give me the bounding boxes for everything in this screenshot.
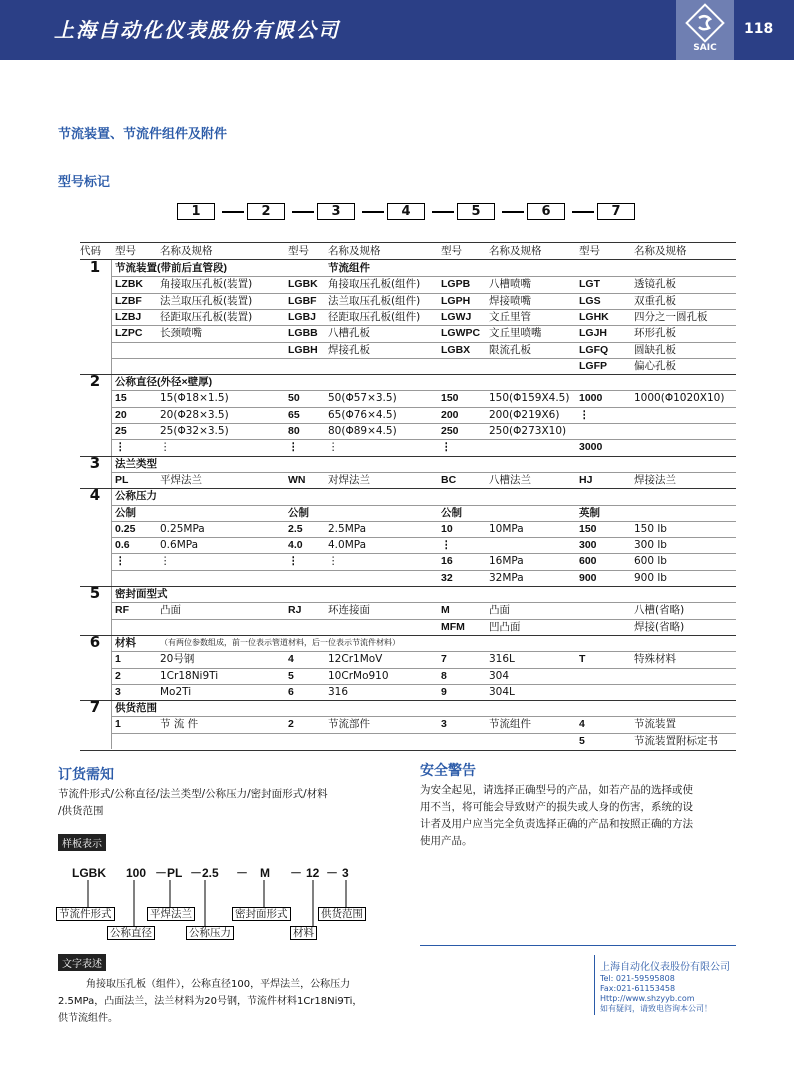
table-cell: RJ — [288, 604, 302, 617]
table-cell: 25 — [115, 425, 127, 437]
example-code-7: － — [290, 866, 303, 880]
table-cell: 5 — [579, 734, 585, 747]
row-divider — [111, 505, 736, 506]
table-cell: 焊接(省略) — [634, 620, 685, 633]
table-cell: 0.6MPa — [160, 539, 199, 552]
group-divider — [80, 700, 736, 701]
logo-text: SAIC — [693, 43, 717, 53]
table-top-line — [80, 242, 736, 243]
footer-note: 如有疑问，请致电咨询本公司！ — [600, 1004, 712, 1013]
table-cell: LGPB — [441, 278, 471, 291]
table-cell: 1Cr18Ni9Ti — [160, 669, 219, 682]
table-bottom-line — [80, 750, 736, 751]
table-cell: 文丘里喷嘴 — [489, 327, 542, 340]
table-cell: 文丘里管 — [489, 310, 531, 323]
row-divider — [111, 439, 736, 440]
footer-url[interactable]: Http://www.shzyyb.com — [600, 994, 695, 1003]
table-cell: 15 — [115, 392, 127, 405]
order-title: 订货需知 — [58, 767, 114, 783]
table-cell: 2 — [115, 669, 121, 682]
table-cell: 65(Φ76×4.5) — [328, 408, 397, 421]
table-cell: 250 — [441, 425, 459, 437]
table-cell: 200 — [441, 408, 459, 421]
table-cell: 50(Φ57×3.5) — [328, 392, 397, 405]
table-cell: LGPH — [441, 294, 471, 307]
table-cell: ⋮ — [115, 441, 126, 454]
table-cell: 150 lb — [634, 522, 667, 535]
table-cell: 偏心孔板 — [634, 359, 676, 372]
page-number: 118 — [744, 21, 774, 37]
table-cell: ⋮ — [328, 555, 339, 568]
table-cell: 公制 — [288, 506, 309, 519]
table-cell: 150 — [441, 392, 459, 405]
table-cell: ⋮ — [160, 555, 171, 568]
table-cell: MFM — [441, 620, 465, 633]
table-cell: 节流组件 — [489, 718, 531, 731]
footer-divider — [420, 945, 736, 946]
table-cell: ⋮ — [115, 555, 126, 568]
table-cell: LZBJ — [115, 310, 142, 323]
table-cell: 200(Φ219X6) — [489, 408, 560, 421]
table-cell: 公称直径(外径×壁厚) — [115, 376, 213, 389]
table-cell: 304 — [489, 669, 510, 682]
example-code-9: － — [326, 866, 339, 880]
table-cell: 双重孔板 — [634, 294, 676, 307]
table-cell: 1 — [115, 653, 121, 666]
table-cell: 供货范围 — [115, 702, 157, 715]
table-cell: LGBK — [288, 278, 318, 291]
table-header-cell: 型号 — [288, 245, 309, 257]
table-cell: 4 — [579, 718, 585, 731]
table-cell: LGBH — [288, 343, 318, 356]
table-cell: 圆缺孔板 — [634, 343, 676, 356]
model-dash — [502, 211, 524, 213]
table-cell: 80 — [288, 425, 300, 437]
table-cell: LGT — [579, 278, 600, 291]
model-box-3: 3 — [317, 203, 355, 220]
table-cell: 法兰取压孔板(装置) — [160, 294, 253, 307]
table-cell: 1000(Φ1020X10) — [634, 392, 725, 405]
table-cell: 25(Φ32×3.5) — [160, 425, 229, 437]
table-cell: ⋮ — [441, 539, 452, 552]
example-code-10: 3 — [342, 866, 349, 880]
table-cell: LGBB — [288, 327, 318, 340]
table-cell: 节流装置附标定书 — [634, 734, 718, 747]
order-text-line: /供货范围 — [58, 805, 104, 817]
table-cell: LGHK — [579, 310, 609, 323]
table-cell: 角接取压孔板(组件) — [328, 278, 421, 291]
table-cell: 16MPa — [489, 555, 524, 568]
table-header-line — [80, 259, 736, 260]
table-cell: 10CrMo910 — [328, 669, 389, 682]
example-code-8: 12 — [306, 866, 320, 880]
table-cell: 八槽孔板 — [328, 327, 370, 340]
table-cell: LGFP — [579, 359, 607, 372]
table-cell: BC — [441, 473, 457, 486]
table-cell: ⋮ — [160, 441, 171, 454]
table-cell: 16 — [441, 555, 453, 568]
table-cell: 1000 — [579, 392, 603, 405]
table-cell: 3 — [441, 718, 447, 731]
label-flange: 平焊法兰 — [147, 907, 195, 921]
table-cell: 1 — [115, 718, 121, 731]
example-code-6: M — [260, 866, 270, 880]
table-cell: 3 — [115, 685, 121, 698]
label-seal: 密封面形式 — [232, 907, 291, 921]
table-cell: 凹凸面 — [489, 620, 521, 633]
footer-vline — [594, 955, 595, 1015]
table-cell: 环形孔板 — [634, 327, 676, 340]
table-cell: 密封面型式 — [115, 588, 168, 600]
example-code-1: LGBK — [72, 866, 106, 880]
table-header-cell: 型号 — [441, 245, 462, 257]
table-cell: 304L — [489, 685, 515, 698]
group-divider — [80, 488, 736, 489]
group-divider — [80, 456, 736, 457]
table-header-cell: 名称及规格 — [634, 245, 687, 257]
table-cell: Mo2Ti — [160, 685, 192, 698]
example-code-2: 100 — [126, 866, 147, 880]
table-header-cell: 名称及规格 — [489, 245, 542, 257]
table-cell: 2.5MPa — [328, 522, 367, 535]
table-cell: 凸面 — [489, 604, 510, 617]
footer-contact — [600, 962, 730, 1014]
table-header-cell: 型号 — [115, 245, 136, 257]
table-cell: 0.25MPa — [160, 522, 205, 535]
model-dash — [432, 211, 454, 213]
safety-title: 安全警告 — [420, 763, 476, 779]
table-cell: 焊接法兰 — [634, 473, 676, 486]
table-cell: ⋮ — [288, 441, 299, 454]
model-box-1: 1 — [177, 203, 215, 220]
table-cell: 平焊法兰 — [160, 473, 202, 486]
footer-tel: Tel: 021-59595808 — [600, 974, 675, 983]
model-box-4: 4 — [387, 203, 425, 220]
table-cell: 316 — [328, 685, 349, 698]
table-cell: 材料 — [115, 636, 136, 649]
table-cell: 公制 — [115, 506, 136, 519]
model-box-6: 6 — [527, 203, 565, 220]
text-desc-line: 供节流组件。 — [58, 1013, 118, 1024]
table-cell: 8 — [441, 669, 447, 682]
table-cell: 环连接面 — [328, 604, 370, 617]
table-cell: 公称压力 — [115, 490, 157, 503]
row-code: 6 — [89, 632, 101, 651]
example-code-4: －2.5 — [190, 866, 219, 880]
table-cell: 12Cr1MoV — [328, 653, 383, 666]
table-cell: LGBJ — [288, 310, 317, 323]
label-pressure: 公称压力 — [186, 926, 234, 940]
table-cell: （有两位参数组成，前一位表示管道材料，后一位表示节流件材料） — [160, 637, 400, 647]
table-cell: ⋮ — [441, 441, 452, 454]
table-cell: 15(Φ18×1.5) — [160, 392, 229, 405]
safety-text — [420, 782, 693, 850]
table-cell: LZBF — [115, 294, 142, 307]
table-cell: 300 lb — [634, 539, 667, 552]
table-cell: 300 — [579, 539, 597, 552]
model-dash — [222, 211, 244, 213]
table-cell: 法兰类型 — [115, 457, 157, 470]
table-cell: 20号钢 — [160, 653, 195, 666]
table-cell: 900 — [579, 571, 597, 584]
text-desc — [58, 976, 362, 1027]
table-cell: 焊接喷嘴 — [489, 294, 531, 307]
table-cell: 6 — [288, 685, 294, 698]
footer-company: 上海自动化仪表股份有限公司 — [600, 962, 730, 973]
table-cell: M — [441, 604, 450, 617]
table-cell: 4.0 — [288, 539, 303, 552]
example-code-3: －PL — [155, 866, 183, 880]
footer-fax: Fax:021-61153458 — [600, 984, 676, 993]
table-cell: 节流装置(带前后直管段) — [115, 262, 227, 274]
row-code: 1 — [89, 258, 101, 276]
table-cell: LGS — [579, 294, 601, 307]
table-cell: LGWJ — [441, 310, 472, 323]
table-cell: LGBF — [288, 294, 317, 307]
table-cell: 4.0MPa — [328, 539, 367, 552]
table-cell: 20 — [115, 408, 127, 421]
table-cell: 透镜孔板 — [634, 278, 676, 291]
model-dash — [362, 211, 384, 213]
table-cell: 凸面 — [160, 604, 181, 617]
table-cell: PL — [115, 473, 129, 486]
text-desc-line: 角接取压孔板（组件），公称直径100，平焊法兰，公称压力 — [86, 979, 351, 990]
table-cell: 65 — [288, 408, 300, 421]
table-cell: 八槽(省略) — [634, 604, 685, 617]
table-cell: 80(Φ89×4.5) — [328, 425, 397, 437]
table-cell: 20(Φ28×3.5) — [160, 408, 229, 421]
table-cell: LGWPC — [441, 327, 481, 340]
table-cell: 600 lb — [634, 555, 667, 568]
table-cell: 4 — [288, 653, 294, 666]
safety-line: 使用产品。 — [420, 835, 473, 847]
table-cell: 7 — [441, 653, 447, 666]
table-cell: 0.6 — [115, 539, 130, 552]
table-cell: 2.5 — [288, 522, 303, 535]
table-cell: RF — [115, 604, 129, 617]
table-cell: T — [579, 653, 586, 666]
table-cell: 316L — [489, 653, 515, 666]
text-desc-line: 2.5MPa，凸面法兰，法兰材料为20号钢，节流件材料1Cr18Ni9Ti， — [58, 996, 363, 1007]
model-dash — [292, 211, 314, 213]
table-cell: 2 — [288, 718, 294, 731]
order-text-line: 节流件形式/公称直径/法兰类型/公称压力/密封面形式/材料 — [58, 788, 328, 800]
row-code: 4 — [89, 486, 101, 505]
model-box-5: 5 — [457, 203, 495, 220]
company-title: 上海自动化仪表股份有限公司 — [54, 18, 340, 42]
table-cell: 50 — [288, 392, 300, 405]
model-dash — [572, 211, 594, 213]
table-cell: LGJH — [579, 327, 608, 340]
table-cell: 对焊法兰 — [328, 473, 370, 486]
table-cell: 900 lb — [634, 571, 667, 584]
table-cell: 250(Φ273X10) — [489, 425, 567, 437]
table-cell: 节流组件 — [328, 262, 370, 274]
table-cell: 限流孔板 — [489, 343, 531, 356]
table-cell: ⋮ — [328, 441, 339, 454]
table-header-cell: 代码 — [80, 245, 101, 257]
table-cell: 四分之一圆孔板 — [634, 310, 708, 323]
row-code: 2 — [89, 372, 101, 391]
table-cell: ⋮ — [288, 555, 299, 568]
table-cell: 径距取压孔板(组件) — [328, 310, 421, 323]
row-code: 5 — [89, 584, 101, 602]
row-code: 7 — [89, 698, 101, 717]
table-cell: 公制 — [441, 506, 462, 519]
safety-line: 用不当，将可能会导致财产的损失或人身的伤害，系统的设 — [420, 801, 693, 813]
group-divider — [80, 586, 736, 587]
table-header-cell: 名称及规格 — [160, 245, 213, 257]
model-box-7: 7 — [597, 203, 635, 220]
table-cell: 八槽喷嘴 — [489, 278, 531, 291]
table-cell: 32MPa — [489, 571, 524, 584]
model-box-2: 2 — [247, 203, 285, 220]
example-tag: 样板表示 — [58, 834, 106, 851]
table-cell: 3000 — [579, 441, 603, 454]
model-title: 型号标记 — [58, 175, 111, 190]
table-cell: 600 — [579, 555, 597, 568]
table-cell: 节流部件 — [328, 718, 370, 731]
table-cell: 长颈喷嘴 — [160, 327, 202, 340]
table-cell: LGFQ — [579, 343, 609, 356]
table-cell: 节流装置 — [634, 718, 676, 731]
table-cell: 150 — [579, 522, 597, 535]
safety-line: 计者及用户应当完全负责选择正确的产品和按照正确的方法 — [420, 818, 693, 830]
example-code-5: － — [236, 866, 249, 880]
label-diameter: 公称直径 — [107, 926, 155, 940]
table-cell: 5 — [288, 669, 294, 682]
table-cell: 10MPa — [489, 522, 524, 535]
table-cell: 英制 — [579, 506, 600, 519]
table-cell: 法兰取压孔板(组件) — [328, 294, 421, 307]
label-element-type: 节流件形式 — [56, 907, 115, 921]
table-cell: ⋮ — [579, 408, 590, 421]
label-material: 材料 — [290, 926, 317, 940]
table-cell: 焊接孔板 — [328, 343, 370, 356]
table-header-cell: 名称及规格 — [328, 245, 381, 257]
table-cell: 径距取压孔板(装置) — [160, 310, 253, 323]
table-cell: 特殊材料 — [634, 653, 676, 666]
section-title: 节流装置、节流件组件及附件 — [58, 127, 228, 142]
table-cell: 32 — [441, 571, 453, 584]
table-cell: 节 流 件 — [160, 718, 199, 731]
table-cell: 9 — [441, 685, 447, 698]
table-cell: 10 — [441, 522, 453, 535]
row-code: 3 — [89, 453, 101, 472]
table-cell: HJ — [579, 473, 593, 486]
table-cell: LZBK — [115, 278, 143, 291]
row-divider — [111, 684, 736, 685]
table-cell: 八槽法兰 — [489, 473, 531, 486]
table-header-cell: 型号 — [579, 245, 600, 257]
table-cell: WN — [288, 473, 306, 486]
table-cell: 角接取压孔板(装置) — [160, 278, 253, 291]
table-cell: LZPC — [115, 327, 143, 340]
safety-line: 为安全起见，请选择正确型号的产品，如若产品的选择或使 — [420, 784, 693, 796]
text-tag: 文字表述 — [58, 954, 106, 971]
table-cell: 0.25 — [115, 522, 136, 535]
label-scope: 供货范围 — [318, 907, 366, 921]
table-cell: LGBX — [441, 343, 471, 356]
table-cell: 150(Φ159X4.5) — [489, 392, 570, 405]
